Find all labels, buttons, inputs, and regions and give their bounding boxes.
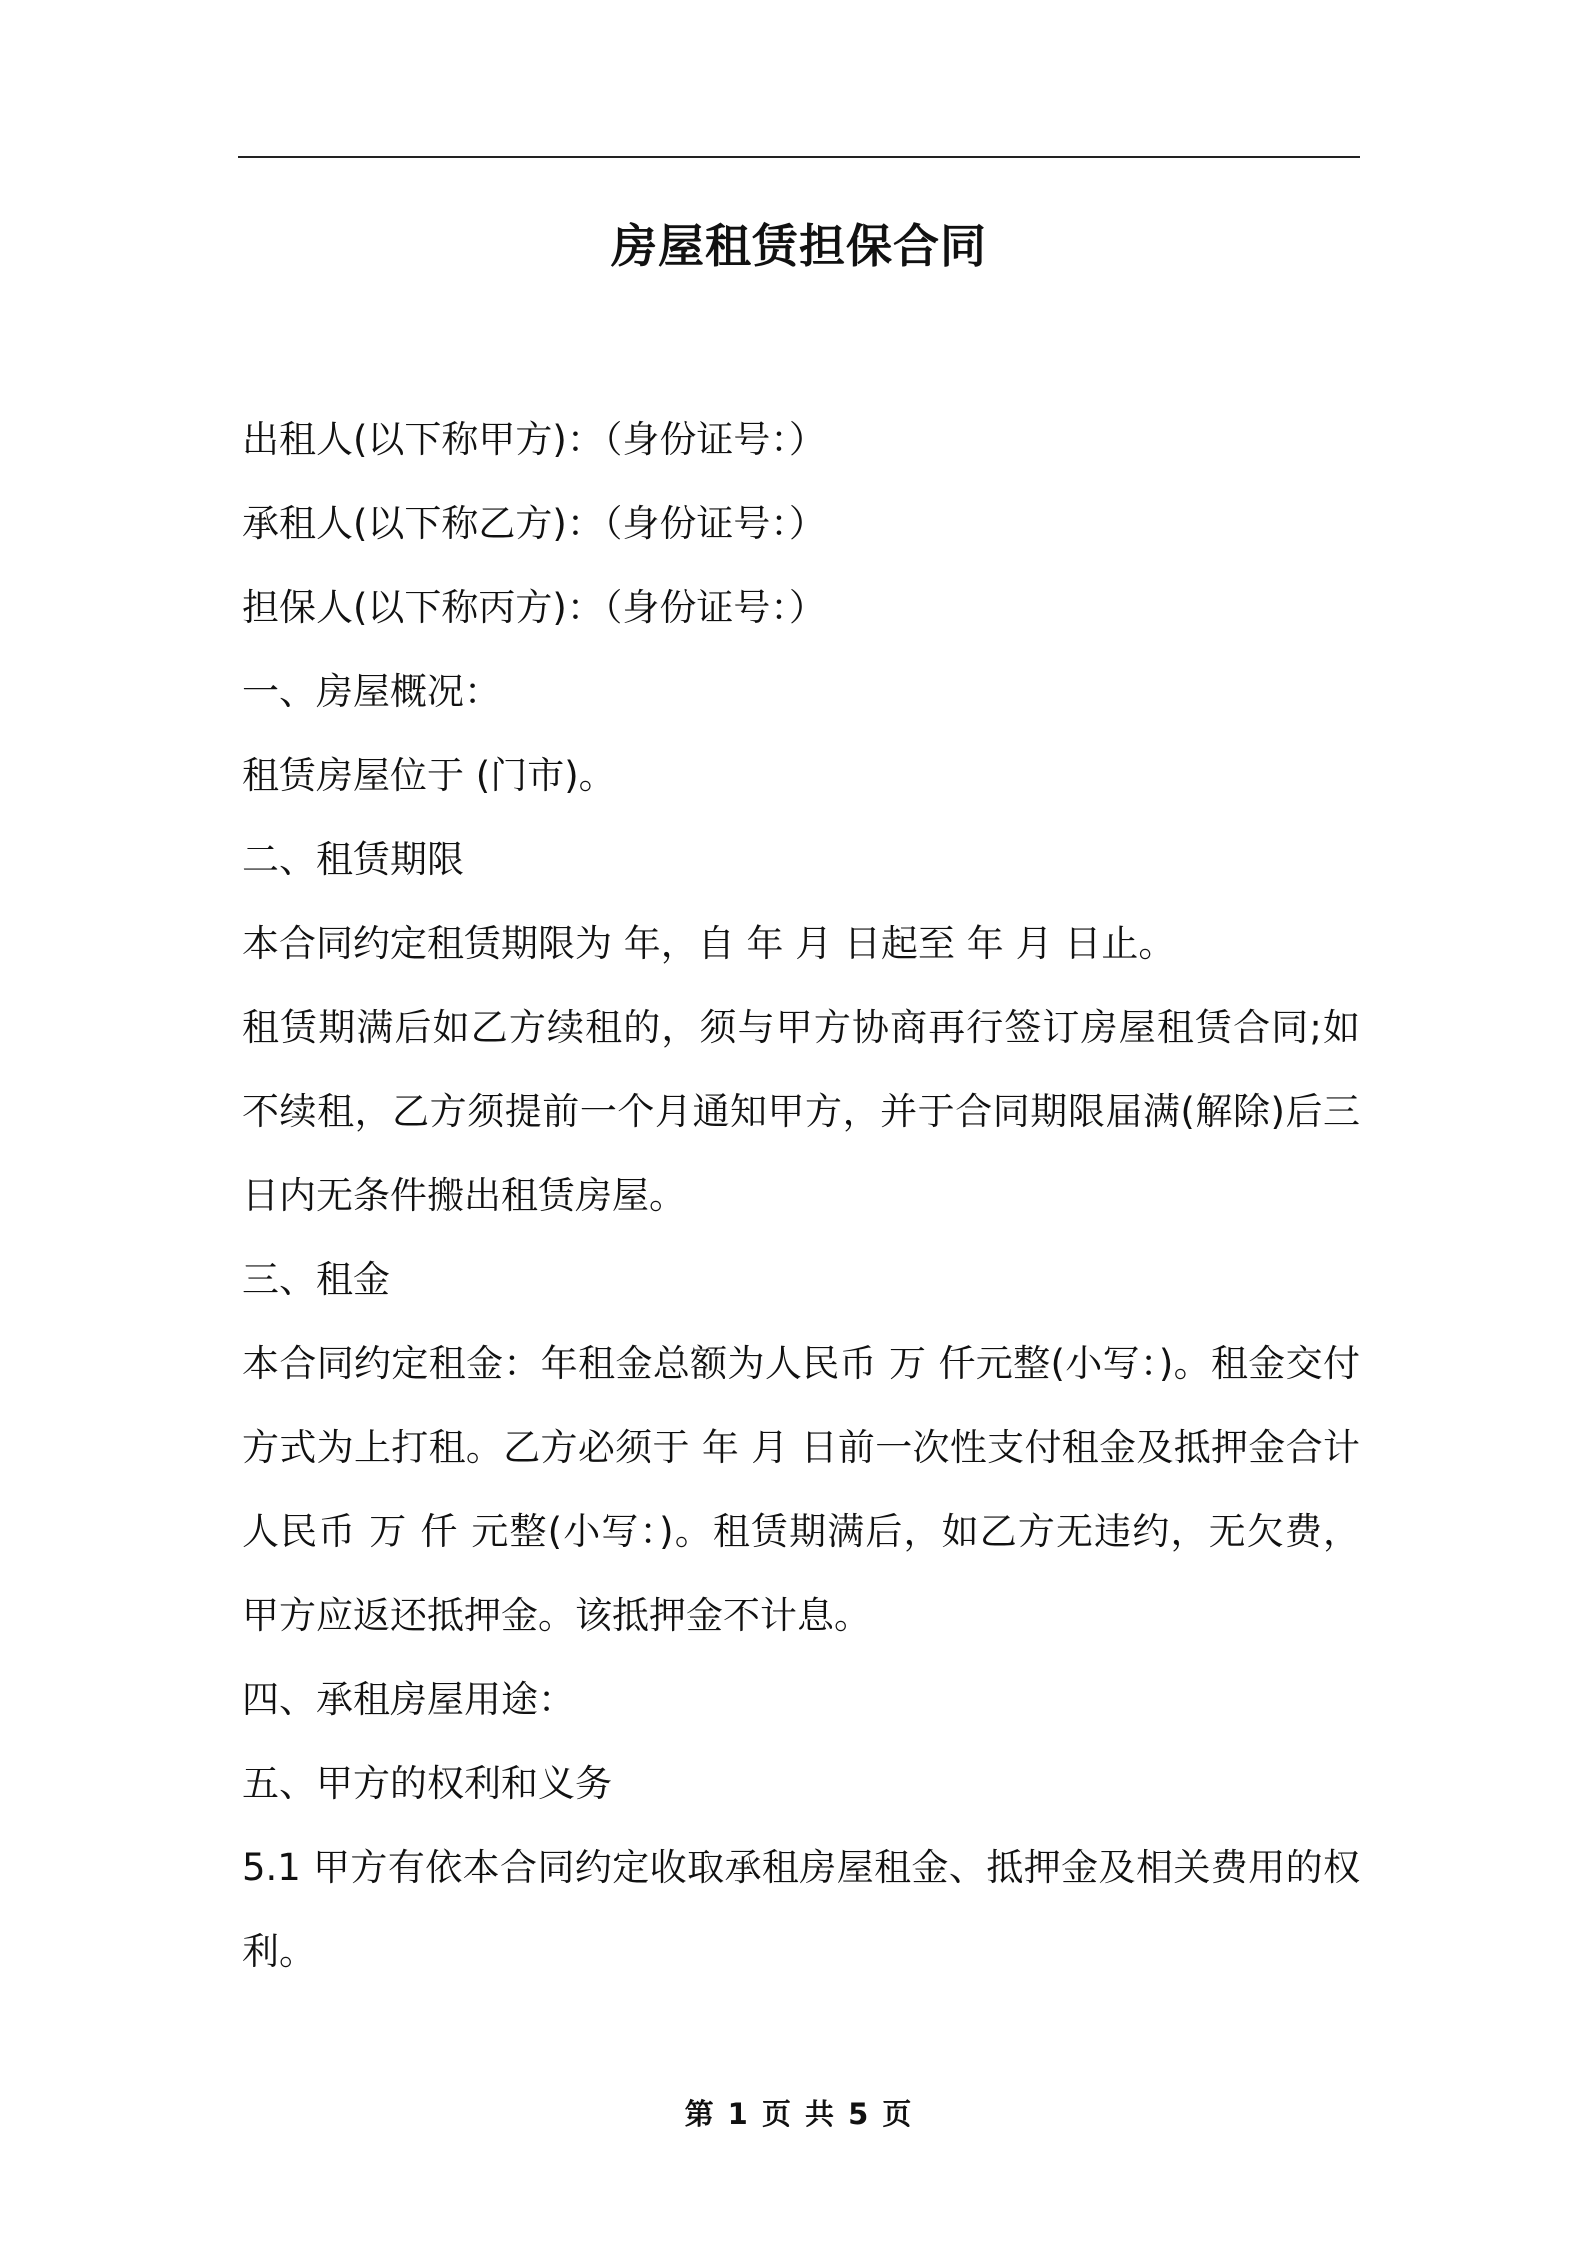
document-title: 房屋租赁担保合同 [611, 219, 987, 273]
paragraph: 本合同约定租金：年租金总额为人民币 万 仟元整(小写：)。租金交付方式为上打租。乙方必须于 年 月 日前一次性支付租金及抵押金合计人民币 万 仟 元整(小写：)。租赁期满后，如乙方无违约，无欠费，甲方应返还抵押金。该抵押金不计息。 [242, 1342, 1360, 1637]
paragraph: 租赁期满后如乙方续租的，须与甲方协商再行签订房屋租赁合同;如不续租，乙方须提前一个月通知甲方，并于合同期限届满(解除)后三日内无条件搬出租赁房屋。 [242, 1006, 1360, 1217]
paragraph: 本合同约定租赁期限为 年，自 年 月 日起至 年 月 日止。 [242, 922, 1176, 965]
section-heading-4: 四、承租房屋用途： [242, 1678, 575, 1721]
header-rule [238, 156, 1360, 158]
party-a-line: 出租人(以下称甲方)：（身份证号：） [242, 418, 826, 461]
page-indicator: 第 1 页 共 5 页 [684, 2097, 914, 2131]
party-c-line: 担保人(以下称丙方)：（身份证号：） [242, 586, 826, 629]
section-heading-3: 三、租金 [242, 1258, 390, 1301]
paragraph: 租赁房屋位于 (门市)。 [242, 754, 616, 797]
section-heading-2: 二、租赁期限 [242, 838, 464, 881]
section-heading-1: 一、房屋概况： [242, 670, 501, 713]
party-b-line: 承租人(以下称乙方)：（身份证号：） [242, 502, 826, 545]
clause-5-1: 5.1 甲方有依本合同约定收取承租房屋租金、抵押金及相关费用的权利。 [242, 1846, 1360, 1973]
section-heading-5: 五、甲方的权利和义务 [242, 1762, 612, 1805]
document-body [242, 398, 1360, 1994]
